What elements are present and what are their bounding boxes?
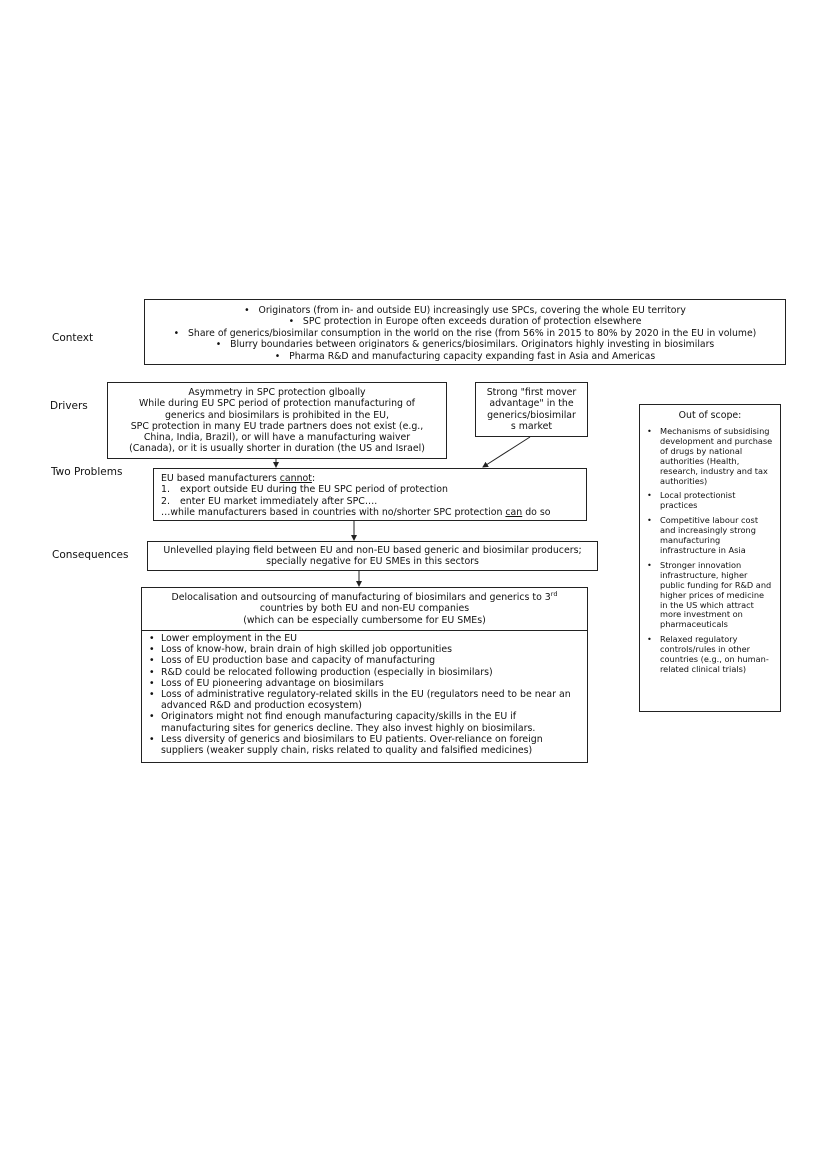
driver-asymmetry-line: China, India, Brazil), or will have a manufacturing waiver — [143, 432, 411, 444]
out-of-scope-item: • Relaxed regulatory controls/rules in other countries (e.g., on human-related clinical trials) — [640, 635, 774, 675]
problems-closing: …while manufacturers based in countries with no/shorter SPC protection can do so — [161, 506, 551, 518]
driver-first-mover-line: s market — [510, 420, 553, 432]
driver-first-mover-line: generics/biosimilar — [487, 409, 576, 421]
impact-item: • Lower employment in the EU — [146, 633, 579, 644]
label-drivers: Drivers — [50, 400, 88, 412]
problems-can-emphasis: can — [505, 506, 523, 518]
problem-item: 1. export outside EU during the EU SPC period of protection — [161, 484, 448, 496]
problem-item: 2. enter EU market immediately after SPC…. — [161, 495, 378, 507]
out-of-scope-item: • Mechanisms of subsidising development and purchase of drugs by national authorities (Health, research, industry and tax authorities) — [640, 427, 774, 486]
consequences-line: Unlevelled playing field between EU and non-EU based generic and biosimilar producers; — [163, 545, 582, 556]
context-item: • Originators (from in- and outside EU) increasingly use SPCs, covering the whole EU territory — [244, 305, 686, 316]
context-item: • Share of generics/biosimilar consumption in the world on the rise (from 56% in 2015 to 80% by 2020 in the EU in volume) — [173, 327, 757, 339]
driver-first-mover-line: advantage" in the — [489, 398, 574, 410]
driver-asymmetry-line: Asymmetry in SPC protection glboally — [188, 387, 366, 398]
label-consequences: Consequences — [52, 549, 129, 561]
impact-item: • Loss of administrative regulatory-related skills in the EU (regulators need to be near an advanced R&D and production ecosystem) — [146, 689, 579, 711]
out-of-scope-title: Out of scope: — [678, 410, 742, 421]
impact-item: • Originators might not find enough manufacturing capacity/skills in the EU if manufacturing sites for generics decline. They also invest highly on biosimilars. — [146, 711, 579, 733]
label-context: Context — [52, 332, 94, 344]
consequences-line: specially negative for EU SMEs in this sectors — [266, 556, 479, 568]
out-of-scope-item: • Stronger innovation infrastructure, higher public funding for R&D and higher prices of medicine in the US which attract more investment on pharmaceuticals — [640, 561, 774, 630]
driver-asymmetry-line: generics and biosimilars is prohibited in the EU, — [164, 409, 390, 421]
impact-item: • Loss of EU pioneering advantage on biosimilars — [146, 678, 579, 689]
label-two-problems: Two Problems — [51, 466, 123, 478]
problems-intro: EU based manufacturers cannot: — [161, 473, 316, 484]
impact-item: • Less diversity of generics and biosimilars to EU patients. Over-reliance on foreign suppliers (weaker supply chain, risks related to quality and falsified medicines) — [146, 734, 579, 756]
driver-asymmetry-line: (Canada), or it is usually shorter in duration (the US and Israel) — [129, 443, 425, 455]
delocalisation-title-line: countries by both EU and non-EU companies — [259, 603, 470, 615]
driver-first-mover-line: Strong "first mover — [486, 387, 577, 398]
out-of-scope-item: • Competitive labour cost and increasingly strong manufacturing infrastructure in Asia — [640, 516, 774, 556]
driver-asymmetry-line: SPC protection in many EU trade partners does not exist (e.g., — [130, 420, 424, 432]
context-item: • SPC protection in Europe often exceeds duration of protection elsewhere — [288, 316, 642, 328]
problems-cannot-emphasis: cannot — [279, 473, 312, 484]
delocalisation-title-line: Delocalisation and outsourcing of manufacturing of biosimilars and generics to 3rd — [171, 589, 558, 603]
impact-item: • Loss of EU production base and capacity of manufacturing — [146, 655, 579, 666]
driver-asymmetry-line: While during EU SPC period of protection manufacturing of — [139, 398, 415, 410]
impact-item: • Loss of know-how, brain drain of high skilled job opportunities — [146, 644, 579, 655]
context-item: • Pharma R&D and manufacturing capacity expanding fast in Asia and Americas — [274, 350, 656, 362]
out-of-scope-item: • Local protectionist practices — [640, 491, 774, 511]
arrow-first-mover-to-problems — [483, 437, 530, 467]
context-item: • Blurry boundaries between originators & generics/biosimilars. Originators highly investing in biosimilars — [215, 339, 715, 351]
impact-item: • R&D could be relocated following production (especially in biosimilars) — [146, 667, 579, 678]
delocalisation-title-line: (which can be especially cumbersome for EU SMEs) — [243, 614, 486, 626]
